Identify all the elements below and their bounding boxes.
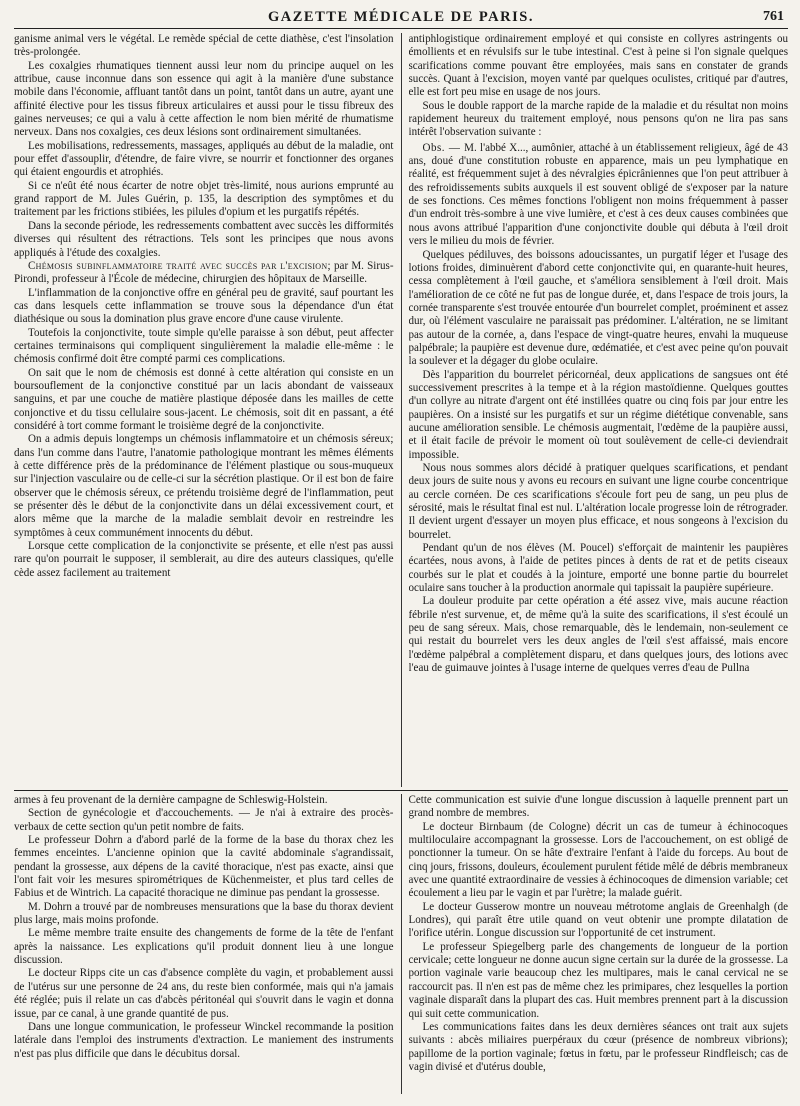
paragraph: Si ce n'eût été nous écarter de notre objet très-limité, nous aurions emprunté au grand rapport de M. Jules Guérin, p. 135, la description des symptômes et du traitement par les frictions stibiées, les pilules d'opium et les purgatifs répétés. — [14, 179, 394, 219]
article-author: par M. Sirus-Pirondi, professeur à l'École de médecine, chirurgien des hôpitaux de Marseille. — [14, 259, 394, 286]
paragraph: Quelques pédiluves, des boissons adoucissantes, un purgatif léger et l'usage des lotions froides, diminuèrent d'abord cette conjonctivite qui, en quarante-huit heures, cessa complètement à l'œil gauche, et s'améliora sensiblement à l'œil droit. Mais l'amélioration de ce côté ne fut pas de longue durée, et, dans l'espace de trois jours, la cornée transparente s'est trouvée entourée d'un bourrelet complet, proéminent et assez dur, où l'élément vasculaire ne paraissait pas prédominer. L'altération, ne se limitant pas autour de la cornée, a, dans l'espace de vingt-quatre heures, envahi la muqueuse palpébrale; la paupière est devenue dure, œdématiée, et c'est avec peine qu'on pouvait la soulever et la dégager du globe oculaire. — [408, 248, 788, 368]
observation-text: M. l'abbé X..., aumônier, attaché à un établissement religieux, âgé de 43 ans, doué d'une constitution robuste en apparence, mais un peu lymphatique en réalité, est fréquemment sujet à des névralgies épicrâniennes que l'on peut attribuer à des refroidissements subits auxquels il est souvent obligé de s'exposer par la nature de ses fonctions. Ces mêmes fonctions l'obligent non moins fréquemment à passer d'un endroit très-sombre à une vive lumière, et c'est à ces deux causes combinées que nous avons attribué l'apparition d'une conjonctivite double qui débuta à l'œil droit vers le milieu du mois de février. — [408, 141, 788, 248]
paragraph: M. Dohrn a trouvé par de nombreuses mensurations que la base du thorax devient plus large, mais moins profonde. — [14, 900, 394, 927]
paragraph: Lorsque cette complication de la conjonctivite se présente, et elle n'est pas aussi rare qu'on pourrait le supposer, il semblerait, au dire des auteurs classiques, qu'elle cède assez facilement au traitement — [14, 540, 394, 579]
section-divider — [14, 790, 788, 791]
running-header — [14, 8, 788, 29]
paragraph: Dès l'apparition du bourrelet péricornéal, deux applications de sangsues ont été successivement prescrites à la tempe et à la région mastoïdienne. Quelques gouttes d'un collyre au nitrate d'argent ont été instillées quatre ou cinq fois par jour entre les paupières. On a insisté sur les purgatifs et sur un régime diététique convenable, sans aucune amélioration sensible. Le chémosis augmentait, l'œdème de la paupière aussi, et il était facile de prévoir le moment où tout soulèvement de celle-ci deviendrait impossible. — [408, 368, 788, 461]
paragraph: Sous le double rapport de la marche rapide de la maladie et du résultat non moins rapidement heureux du traitement employé, nous pensons qu'on ne lira pas sans intérêt l'observation suivante : — [408, 99, 788, 139]
journal-title: GAZETTE MÉDICALE DE PARIS. — [268, 9, 534, 25]
top-right-column — [409, 33, 789, 787]
bottom-right-column — [409, 794, 789, 1094]
paragraph: Les communications faites dans les deux dernières séances ont trait aux sujets suivants : abcès miliaires puerpéraux du cœur (présence de nombreux vibrions); papillome de la portion vaginale; fœtus in fœtu, par le professeur Rindfleisch; cas de vagin divisé et d'utérus double, — [408, 1020, 788, 1073]
paragraph: Le professeur Spiegelberg parle des changements de longueur de la portion cervicale; cette longueur ne donne aucun signe certain sur la durée de la grossesse. La portion vaginale varie beaucoup chez les multipares, mais le canal cervical ne se raccourcit pas. Il n'en est pas de même chez les primipares, chez lesquelles la portion vaginale disparaît dans la plupart des cas. Huit membres prennent part à la discussion qui suit cette communication. — [408, 940, 788, 1020]
observation-paragraph — [409, 142, 789, 249]
paragraph: Dans une longue communication, le professeur Winckel recommande la position latérale dans l'emploi des instruments d'extraction. Le maniement des instruments n'est pas plus difficile que dans le décubitus dorsal. — [14, 1020, 394, 1060]
paragraph: armes à feu provenant de la dernière campagne de Schleswig-Holstein. — [14, 794, 328, 806]
paragraph: Cette communication est suivie d'une longue discussion à laquelle prennent part un grand nombre de membres. — [408, 794, 788, 820]
paragraph: Toutefois la conjonctivite, toute simple qu'elle paraisse à son début, peut affecter certaines terminaisons qui compliquent singulièrement la maladie elle-même : le chémosis confirmé doit être compté parmi ces complications. — [14, 326, 394, 366]
page-number: 761 — [763, 9, 784, 24]
paragraph: Le docteur Birnbaum (de Cologne) décrit un cas de tumeur à échinocoques multiloculaire accompagnant la grossesse. Lors de l'accouchement, on est obligé de ponctionner la tumeur. On se hâte d'extraire l'enfant à l'aide du forceps. Au bout de cinq jours, frissons, douleurs, écoulement purulent fétide mêlé de débris membraneux avec une quantité extraordinaire de vessies à échinocoques de dimension variable; cet écoulement a lieu par le vagin et par l'urètre; la malade guérit. — [408, 820, 788, 900]
paragraph: Dans la seconde période, les redressements combattent avec succès les difformités diverses qui résultent des rétractions. Tels sont les principes que nous avons appliqués à l'étude des coxalgies. — [14, 219, 394, 259]
paragraph: Les coxalgies rhumatiques tiennent aussi leur nom du principe auquel on les attribue, cause inconnue dans son essence qui agit à la manière d'une substance mobile dans l'économie, affluant tantôt dans un point, tantôt dans un autre, ayant une affinité élective pour les tissus fibreux articulaires et aussi pour le tissu fibreux des gaines nerveuses; ce qui a valu à cette affection le nom bien mérité de rhumatisme nerveux. Dans nos coxalgies, ces deux lésions sont ordinairement simultanées. — [14, 59, 394, 139]
bottom-left-column — [14, 794, 394, 1094]
paragraph: On sait que le nom de chémosis est donné à cette altération qui consiste en un boursouflement de la conjonctive constitué par un lacis abondant de vaisseaux sanguins, et par une couche de matière plastique déposée dans les mailles de cette conjonctive et du tissu cellulaire sous-jacent. Le chémosis, soit dit en passant, a été considéré à tort comme formant le troisième degré de la conjonctivite. — [14, 366, 394, 432]
paragraph: Le professeur Dohrn a d'abord parlé de la forme de la base du thorax chez les femmes enceintes. L'ancienne opinion que la cavité abdominale s'agrandissait, pendant la grossesse, aux dépens de la cavité thoracique, n'est pas exacte, ainsi que l'ont fait voir les mesures spirométriques de Küchenmeister, et plus tard celles de Fabius et de Wintrich. La capacité thoracique ne diminue pas pendant la grossesse. — [14, 834, 394, 900]
paragraph: Section de gynécologie et d'accouchements. — Je n'ai à extraire des procès-verbaux de cette section qu'un petit nombre de faits. — [14, 807, 394, 833]
article-title — [14, 260, 394, 287]
paragraph: antiphlogistique ordinairement employé et qui consiste en collyres astringents ou émollients et en révulsifs sur le tube intestinal. C'est à peine si l'on signale quelques scarifications comme pouvant être employées, mais sans en constater de grands succès. Quant à l'excision, moyen vanté par quelques oculistes, critiqué par d'autres, elle est fort peu mise en usage de nos jours. — [408, 33, 788, 99]
paragraph: L'inflammation de la conjonctive offre en général peu de gravité, sauf pourtant les cas dans lesquels cette inflammation se trouve sous la dépendance d'un état diathésique ou sous la domination plus grave encore d'une cause virulente. — [14, 286, 394, 326]
paragraph: Le même membre traite ensuite des changements de forme de la tête de l'enfant après la naissance. Les explications qu'il produit donnent lieu à une longue discussion. — [14, 927, 394, 967]
paragraph: Les mobilisations, redressements, massages, appliqués au début de la maladie, ont pour effet d'assouplir, d'étendre, de faire vivre, se nourrir et fonctionner des organes qui étaient engourdis et atrophiés. — [14, 139, 394, 179]
bottom-section — [14, 794, 788, 1094]
top-section — [14, 33, 788, 787]
paragraph: Le docteur Gusserow montre un nouveau métrotome anglais de Greenhalgh (de Londres), qui paraît être utile quand on veut obtenir une prompte dilatation de l'orifice utérin. Longue discussion sur l'opportunité de cet instrument. — [408, 900, 788, 940]
top-left-column — [14, 33, 394, 787]
paragraph: Nous nous sommes alors décidé à pratiquer quelques scarifications, et pendant deux jours de suite nous y avons eu recours en suivant une ligne courbe concentrique au cercle cornéen. De ces scarifications s'écoule fort peu de sang, un peu plus de sérosité, mais le résultat final est nul. L'altération locale progresse loin de rétrograder. Il devient urgent d'essayer un moyen plus efficace, et nous songeons à l'excision du bourrelet. — [408, 462, 788, 541]
paragraph: On a admis depuis longtemps un chémosis inflammatoire et un chémosis séreux; dans l'un comme dans l'autre, l'anatomie pathologique montrant les mêmes éléments à cette différence près de la prédominance de l'élément plastique ou sous-muqueux sur l'injection vasculaire ou de celle-ci sur la sécrétion plastique. Or il est bon de faire observer que le chémosis séreux, ce prétendu troisième degré de l'inflammation, peut se présenter dès le début de la conjonctivite dans un délai excessivement court, et alors même que la marche de la maladie semblait devoir en restreindre les symptômes à ceux communément innocents du début. — [14, 433, 394, 539]
article-title-caps: Chémosis subinflammatoire traité avec succès par l'excision; — [28, 259, 331, 272]
column-divider — [401, 33, 402, 787]
paragraph: ganisme animal vers le végétal. Le remède spécial de cette diathèse, c'est l'insolation très-prolongée. — [14, 33, 394, 59]
paragraph: Pendant qu'un de nos élèves (M. Poucel) s'efforçait de maintenir les paupières écartées, nous avons, à l'aide de petites pinces à dents de rat et de petits ciseaux courbés sur le plat et coudés à la jointure, emporté une bonne partie du bourrelet oculaire sans toucher à la production anormale qui tapissait la paupière supérieure. — [408, 542, 788, 595]
paragraph: La douleur produite par cette opération a été assez vive, mais aucune réaction fébrile n'est survenue, et, de même qu'à la suite des scarifications, il s'est écoulé un peu de sang séreux. Mais, chose remarquable, dès le lendemain, non-seulement ce qui restait du bourrelet vers les deux angles de l'œil s'est affaissé, mais encore l'œdème palpébral a complètement disparu, et dans quelques jours, des lotions avec l'eau de guimauve jointes à l'usage interne de quelques verres d'eau de Pullna — [408, 595, 788, 675]
observation-label: Obs. — — [422, 141, 465, 154]
paragraph: Le docteur Ripps cite un cas d'absence complète du vagin, et probablement aussi de l'utérus sur une personne de 24 ans, du reste bien conformée, mais qui n'a jamais été réglée; puis il relate un cas d'abcès péritonéal qui s'ouvrit dans le vagin et donna issue, par ce canal, à une grande quantité de pus. — [14, 967, 394, 1020]
column-divider — [401, 794, 402, 1094]
